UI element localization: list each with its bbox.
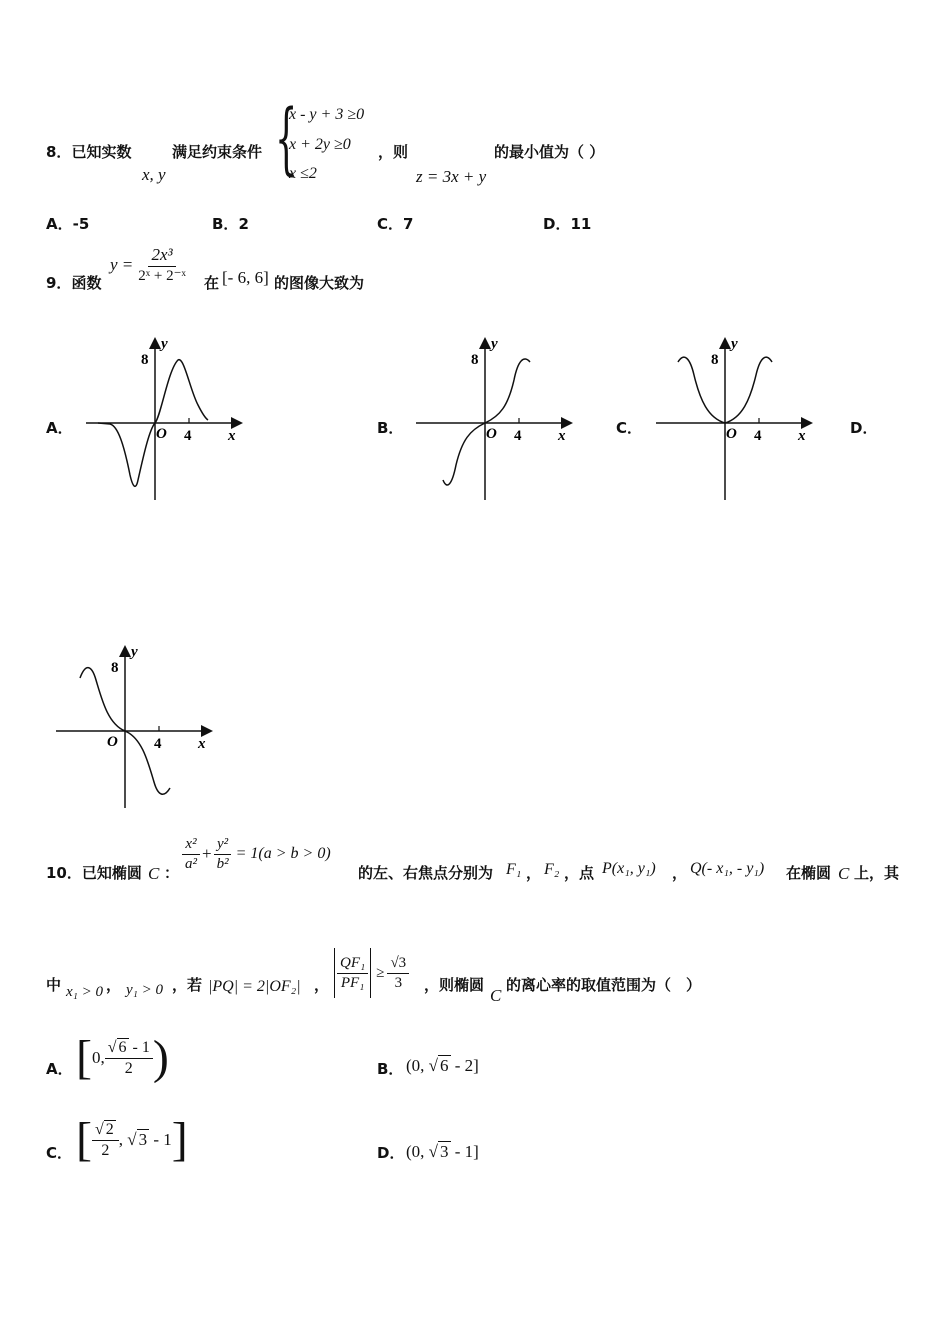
q8-text-d: 的最小值为（ ） — [494, 143, 605, 161]
x-axis-label: x — [228, 428, 236, 444]
q10-f1: F₁ — [506, 861, 522, 878]
left-brace-icon: { — [275, 94, 298, 184]
q10-ellipse-name-3: C — [490, 986, 502, 1005]
q10-comma: ， — [526, 864, 542, 882]
origin-label: O — [486, 426, 497, 442]
q8-number: 8．已知实数 — [46, 143, 132, 161]
y-axis-label: y — [131, 644, 138, 660]
q10-cond-x1: x₁ > 0 — [66, 984, 103, 1000]
q8-text-b: 满足约束条件 — [172, 143, 263, 161]
y-axis-label: y — [491, 336, 498, 352]
q10-text-a: 已知椭圆 — [81, 864, 142, 882]
q10-point-p: P(x₁, y₁) — [602, 860, 656, 877]
q9-option-a-label[interactable]: A． — [46, 419, 73, 437]
q10-text-f: ，若 — [172, 976, 203, 994]
q9-option-b-label[interactable]: B． — [377, 419, 404, 437]
q9-option-c-label[interactable]: C． — [616, 419, 643, 437]
q10-option-d-label[interactable]: D． — [377, 1144, 405, 1162]
q10-option-a-value[interactable]: [ 0, $\frac{√ 6 - 1}{2}$ ) — [76, 1031, 169, 1084]
q10-text-h: 的离心率的取值范围为（ ） — [506, 976, 702, 994]
q10-option-a-label[interactable]: A． — [46, 1060, 73, 1078]
q10-comma-4: ， — [314, 976, 330, 994]
q10-text-c: ，点 — [564, 864, 595, 882]
y-tick-label: 8 — [141, 352, 149, 368]
q9-graph-a[interactable] — [80, 330, 250, 505]
q10-f2: F₂ — [544, 861, 560, 878]
q9-text-c: 的图像大致为 — [274, 274, 365, 292]
q10-comma-2: ， — [672, 864, 688, 882]
q9-interval: [- 6, 6] — [222, 268, 269, 287]
q9-func-den: 2ˣ + 2⁻ˣ — [138, 267, 186, 284]
q9-text-b: 在 — [204, 274, 220, 292]
y-tick-label: 8 — [111, 660, 119, 676]
q8-objective: z = 3x + y — [416, 167, 487, 186]
q10-option-b-label[interactable]: B． — [377, 1060, 404, 1078]
origin-label: O — [156, 426, 167, 442]
q10-text-e: 上，其 — [854, 864, 900, 882]
q9-graph-d[interactable] — [50, 638, 220, 813]
q8-text-c: ，则 — [378, 143, 409, 161]
q10-comma-3: ， — [106, 976, 122, 994]
x-axis-label: x — [198, 736, 206, 752]
x-tick-label: 4 — [184, 428, 192, 444]
q8-constraint-1: x - y + 3 ≥0 — [289, 106, 365, 123]
q9-text-a: 函数 — [71, 274, 102, 292]
q8-vars: x, y — [142, 165, 166, 184]
q8-option-c[interactable]: C．7 — [377, 215, 414, 233]
q10-ellipse-name-2: C — [838, 864, 850, 883]
q9-graph-b[interactable] — [410, 330, 580, 505]
q10-colon: ： — [164, 864, 180, 882]
y-tick-label: 8 — [471, 352, 479, 368]
q10-text-g: ，则椭圆 — [424, 976, 485, 994]
q10-option-b-value[interactable]: (0, √ 6 - 2] — [406, 1056, 479, 1075]
x-tick-label: 4 — [514, 428, 522, 444]
origin-label: O — [107, 734, 118, 750]
q10-ellipse-equation: $\frac{\text{x²}}{\text{a²}}$ + $\frac{\text{y²}}{\text{b²}}$ = 1(a > b > 0) — [182, 836, 331, 872]
q10-line2-start: 中 — [46, 976, 62, 994]
q8-option-d[interactable]: D．11 — [543, 215, 592, 233]
q10-ratio-condition: $\frac{\text{QF₁}}{\text{PF₁}}$ ≥ $\frac{√3}{3}$ — [332, 948, 409, 998]
q10-number: 10．已知椭圆 — [46, 864, 142, 882]
q10-option-c-value[interactable]: [ $\frac{√ 2}{2}$ , √ 3 - 1 ] — [76, 1113, 188, 1166]
q8-option-b[interactable]: B．2 — [212, 215, 249, 233]
q8-constraint-2: x + 2y ≥0 — [289, 135, 351, 153]
q10-text-b: 的左、右焦点分别为 — [358, 864, 494, 882]
q9-function: y = $\frac{\text{2x³}}{\text{2ˣ + 2⁻ˣ}}$ — [110, 246, 189, 284]
q10-text-d: 在椭圆 — [786, 864, 832, 882]
x-tick-label: 4 — [754, 428, 762, 444]
y-axis-label: y — [161, 336, 168, 352]
q10-option-c-label[interactable]: C． — [46, 1144, 73, 1162]
q9-graph-c[interactable] — [650, 330, 820, 505]
x-axis-label: x — [558, 428, 566, 444]
q8-text-a: 已知实数 — [71, 143, 132, 161]
curve — [443, 359, 530, 485]
q9-func-num: 2x³ — [148, 246, 175, 267]
q9-option-d-label[interactable]: D． — [850, 419, 878, 437]
y-tick-label: 8 — [711, 352, 719, 368]
q10-option-d-value[interactable]: (0, √ 3 - 1] — [406, 1142, 479, 1161]
q8-constraint-3: x ≤2 — [289, 165, 317, 182]
q9-number: 9．函数 — [46, 274, 102, 292]
q10-cond-y1: y₁ > 0 — [126, 982, 163, 998]
y-axis-label: y — [731, 336, 738, 352]
x-tick-label: 4 — [154, 736, 162, 752]
q10-point-q: Q(- x₁, - y₁) — [690, 860, 765, 877]
q8-constraint-system — [275, 94, 365, 188]
q10-ellipse-name: C — [148, 864, 160, 883]
q8-option-a[interactable]: A．-5 — [46, 215, 90, 233]
origin-label: O — [726, 426, 737, 442]
x-axis-label: x — [798, 428, 806, 444]
q10-pq-condition: |PQ| = 2|OF₂| — [208, 978, 301, 995]
